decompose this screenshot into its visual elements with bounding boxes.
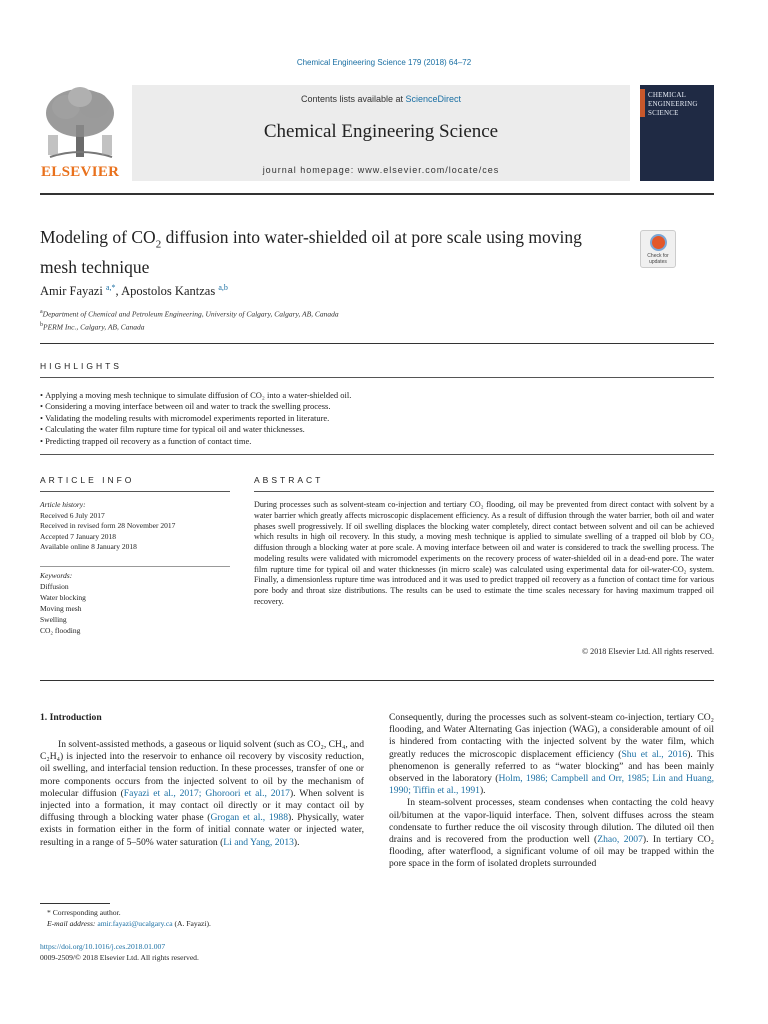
author-separator: , xyxy=(115,284,122,299)
divider xyxy=(40,566,230,567)
abstract-copyright: © 2018 Elsevier Ltd. All rights reserved. xyxy=(581,647,714,656)
paragraph xyxy=(40,739,364,849)
article-title xyxy=(40,226,620,278)
contents-prefix: Contents lists available at xyxy=(300,94,406,104)
highlight-item: • Validating the modeling results with micromodel experiments reported in literature. xyxy=(40,413,714,424)
author-name[interactable]: Amir Fayazi xyxy=(40,284,103,299)
history-item: Accepted 7 January 2018 xyxy=(40,531,117,541)
footnote xyxy=(40,907,364,929)
elsevier-wordmark: ELSEVIER xyxy=(41,164,120,180)
cover-title: CHEMICAL ENGINEERING SCIENCE xyxy=(648,91,698,118)
keyword: CO₂ flooding xyxy=(40,626,81,635)
highlight-item: • Calculating the water film rupture time for typical oil and water thicknesses. xyxy=(40,424,714,435)
email-label: E-mail address: xyxy=(47,919,98,928)
history-label: Article history: xyxy=(40,500,86,509)
tree-icon xyxy=(40,85,122,163)
contents-line xyxy=(132,94,630,104)
email-link[interactable]: amir.fayazi@ucalgary.ca xyxy=(97,919,173,928)
footnote-text: Corresponding author. xyxy=(52,908,121,917)
footnote-marker: * xyxy=(47,908,51,917)
title-subscript: 2 xyxy=(155,238,162,251)
divider xyxy=(40,377,714,378)
divider xyxy=(40,680,714,681)
footnote-divider xyxy=(40,903,110,904)
email-line xyxy=(40,918,364,929)
abstract-heading: ABSTRACT xyxy=(254,475,324,485)
title-part: Modeling of CO xyxy=(40,227,156,247)
keyword: Moving mesh xyxy=(40,604,82,613)
abstract-text: During processes such as solvent-steam co-injection and tertiary CO₂ flooding, oil may be prevented from direct contact with solvent by a water barrier which greatly affects microscopic displacement efficiency. As a result of diffusion through the water barrier, both oil and water phases swell progressively. If oil swelling displaces the blocking water completely, direct contact between solvent and oil can be achieved which results in high oil recovery. In this study, a moving mesh technique is applied to simulate swelling of a trapped oil blob by CO₂ diffusion through a blocking water at pore scale. A moving interface between oil and water is considered to track the swelling process. The modeling results were validated with micromodel experiments on the recovery process of water-shielded oil in a dead-end pore. The water film rupture time for typical oil and water thicknesses (in micro scale) was calculated using experimental data for oil-water-CO₂ system. Finally, a dimensionless rupture time was introduced and it was used to predict trapped oil recovery as a function of contact time for various pore body and throat size distributions. The results can be used to estimate the time scales necessary for having maximum trapped oil recovery. xyxy=(254,500,714,606)
citation-link[interactable]: Shu et al., 2016 xyxy=(621,748,688,760)
text-run: ). When solvent is injected into a formation, it may contact oil directly or it may contact oil by diffusing through a blocking water phase ( xyxy=(40,787,364,824)
divider xyxy=(40,343,714,344)
divider xyxy=(40,454,714,455)
text-run: ). This phenomenon is generally referred to as “water blocking” and has been mainly observed in the laboratory ( xyxy=(389,748,715,785)
affiliations xyxy=(40,307,339,332)
highlight-item: • Considering a moving interface between oil and water to track the swelling process. xyxy=(40,401,714,412)
affiliation xyxy=(40,307,339,320)
citation-link[interactable]: Fayazi et al., 2017; Ghoroori et al., 2017 xyxy=(123,787,290,799)
affil-text: PERM Inc., Calgary, AB, Canada xyxy=(43,322,145,331)
journal-cover-image[interactable] xyxy=(640,85,714,181)
divider xyxy=(40,193,714,195)
history-item: Available online 8 January 2018 xyxy=(40,542,137,552)
author-name[interactable]: Apostolos Kantzas xyxy=(121,284,216,299)
sciencedirect-link[interactable]: ScienceDirect xyxy=(405,94,462,104)
text-run: ). Physically, water exists in formation either in the form of initial connate water or injected water, resulting in a range of 5–50% water saturation ( xyxy=(40,812,364,848)
citation-link[interactable]: Li and Yang, 2013 xyxy=(223,836,294,848)
article-info-heading: ARTICLE INFO xyxy=(40,475,135,485)
author-affil-sup[interactable]: a,* xyxy=(105,283,116,292)
check-updates-label: Check for updates xyxy=(647,253,669,265)
citation-link[interactable]: Zhao, 2007 xyxy=(597,834,643,846)
highlight-item: • Applying a moving mesh technique to simulate diffusion of CO₂ into a water-shielded oil. xyxy=(40,390,714,401)
text-run: ). xyxy=(293,836,300,848)
bookmark-icon xyxy=(650,234,667,251)
keyword: Diffusion xyxy=(40,582,69,591)
email-suffix: (A. Fayazi). xyxy=(172,919,211,928)
history-item: Received 6 July 2017 xyxy=(40,510,105,520)
article-history xyxy=(40,500,230,553)
text-run: ). xyxy=(479,785,486,797)
author-affil-sup[interactable]: a,b xyxy=(218,283,228,292)
divider xyxy=(254,491,714,492)
section-heading: 1. Introduction xyxy=(40,712,102,723)
text-run: Consequently, during the processes such as solvent-steam co-injection, tertiary CO₂ flooding, and Water Alternating Gas injection (WAG), a considerable amount of oil is hindered from contacting with the injected solvent by the water film, which greatly reduces the microscopic displacement efficiency ( xyxy=(389,712,714,760)
body-column-left xyxy=(40,739,364,849)
text-run: In steam-solvent processes, steam condenses when contacting the cold heavy oil/bitumen at the vapor-liquid interface. Then, solvent diffuses across the steam condensate to further reduce the oil viscosity through dilution. The diluted oil then drains and is recovered from the production well ( xyxy=(389,797,714,846)
keyword: Water blocking xyxy=(40,593,86,602)
author-list xyxy=(40,283,228,299)
highlights-list xyxy=(40,390,714,447)
keyword: Swelling xyxy=(40,615,67,624)
journal-banner xyxy=(40,85,714,181)
elsevier-logo[interactable] xyxy=(40,85,122,181)
divider xyxy=(40,491,230,492)
affil-sup: a xyxy=(40,309,43,315)
keywords xyxy=(40,570,230,636)
affil-sup: b xyxy=(40,321,43,328)
doi-link[interactable]: https://doi.org/10.1016/j.ces.2018.01.007 xyxy=(40,942,166,951)
journal-homepage[interactable]: journal homepage: www.elsevier.com/locate/ces xyxy=(262,165,500,175)
corresponding-author-note xyxy=(40,907,364,918)
journal-citation[interactable]: Chemical Engineering Science 179 (2018) 64–72 xyxy=(296,58,472,67)
affiliation xyxy=(40,320,339,333)
citation-link[interactable]: Holm, 1986; Campbell and Orr, 1985; Lin and Huang, 1990; Tiffin et al., 1991 xyxy=(389,773,715,797)
text-run: ). In tertiary CO₂ flooding, after waterflood, a significant volume of oil may be trapped within the pore space in the form of isolated droplets surrounded xyxy=(389,834,715,870)
title-part: diffusion into water-shielded oil at pore scale using moving mesh technique xyxy=(40,227,582,277)
paragraph xyxy=(389,712,714,797)
issn-line: 0009-2509/© 2018 Elsevier Ltd. All rights reserved. xyxy=(40,953,199,962)
affil-text: Department of Chemical and Petroleum Engineering, University of Calgary, Calgary, AB, Canada xyxy=(42,309,339,319)
body-column-right xyxy=(389,712,714,871)
keywords-label: Keywords: xyxy=(40,571,73,580)
paragraph xyxy=(389,797,714,870)
highlights-heading: HIGHLIGHTS xyxy=(40,361,122,371)
journal-name: Chemical Engineering Science xyxy=(263,121,499,142)
citation-link[interactable]: Grogan et al., 1988 xyxy=(210,812,289,824)
check-for-updates-button[interactable] xyxy=(640,230,676,268)
highlight-item: • Predicting trapped oil recovery as a function of contact time. xyxy=(40,436,714,447)
cover-accent xyxy=(640,89,645,117)
doi-block xyxy=(40,941,199,963)
journal-info-box xyxy=(132,85,630,181)
text-run: In solvent-assisted methods, a gaseous or liquid solvent (such as CO₂, CH₄, and C₂H₄) is injected into the reservoir to enhance oil recovery by viscosity reduction, oil swelling, and interfacial tension reduction. In these processes, transfer of one or more components occurs from the injected solvent to oil by the mechanism of molecular diffusion ( xyxy=(40,739,364,799)
history-item: Received in revised form 28 November 2017 xyxy=(40,521,176,531)
